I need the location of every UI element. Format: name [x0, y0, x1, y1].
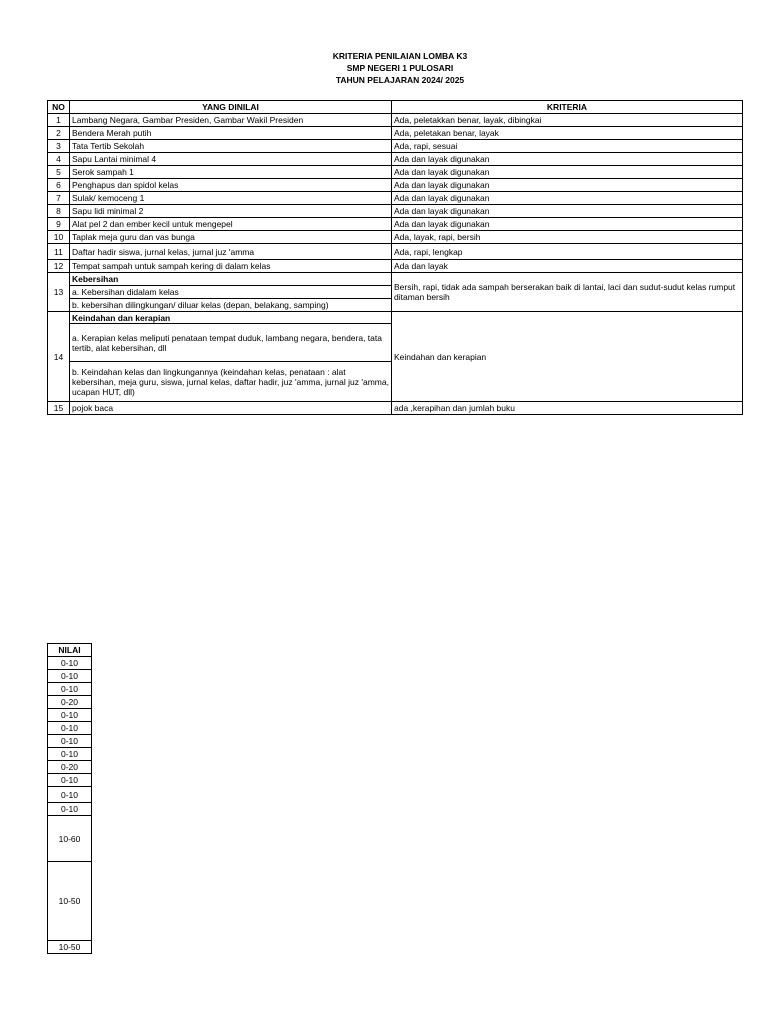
- nilai-row: [48, 709, 92, 722]
- row-number: 14: [48, 312, 70, 402]
- table-row: [48, 192, 743, 205]
- table-row: [48, 218, 743, 231]
- nilai-value: 0-10: [48, 709, 92, 722]
- nilai-value: 10-50: [48, 862, 92, 941]
- row-criteria: Ada dan layak: [392, 260, 743, 273]
- row-number: 11: [48, 244, 70, 260]
- row-number: 1: [48, 114, 70, 127]
- table-row: [48, 205, 743, 218]
- nilai-header: NILAI: [48, 644, 92, 657]
- nilai-value: 10-60: [48, 816, 92, 862]
- row-number: 10: [48, 231, 70, 244]
- nilai-value: 0-10: [48, 683, 92, 696]
- nilai-value: 0-10: [48, 722, 92, 735]
- row-criteria: ada ,kerapihan dan jumlah buku: [392, 402, 743, 415]
- nilai-row: [48, 748, 92, 761]
- col-header-item: YANG DINILAI: [70, 101, 392, 114]
- row-item: Daftar hadir siswa, jurnal kelas, jurnal juz 'amma: [70, 244, 392, 260]
- nilai-row: [48, 670, 92, 683]
- row-criteria: Ada, rapi, sesuai: [392, 140, 743, 153]
- nilai-row: [48, 803, 92, 816]
- row-heading: Kebersihan: [70, 273, 392, 286]
- nilai-row: [48, 862, 92, 941]
- row-item: Penghapus dan spidol kelas: [70, 179, 392, 192]
- row-criteria: Ada, peletakan benar, layak: [392, 127, 743, 140]
- table-row: [48, 260, 743, 273]
- table-row: [48, 231, 743, 244]
- row-item: Alat pel 2 dan ember kecil untuk mengepel: [70, 218, 392, 231]
- doc-title-line1: KRITERIA PENILAIAN LOMBA K3: [332, 51, 468, 61]
- table-row: [48, 402, 743, 415]
- row-subitem: a. Kerapian kelas meliputi penataan tempat duduk, lambang negara, bendera, tata tertib, alat kebersihan, dll: [70, 324, 392, 362]
- row-number: 7: [48, 192, 70, 205]
- nilai-table: [47, 643, 92, 954]
- row-number: 12: [48, 260, 70, 273]
- doc-title-line3: TAHUN PELAJARAN 2024/ 2025: [335, 75, 465, 85]
- nilai-row: [48, 657, 92, 670]
- table-row: [48, 312, 743, 324]
- col-header-no: NO: [48, 101, 70, 114]
- nilai-row: [48, 683, 92, 696]
- row-heading: Keindahan dan kerapian: [70, 312, 392, 324]
- row-criteria: Ada dan layak digunakan: [392, 153, 743, 166]
- nilai-value: 10-50: [48, 941, 92, 954]
- row-criteria: Bersih, rapi, tidak ada sampah berserakan baik di lantai, laci dan sudut-sudut kelas rumput ditaman bersih: [392, 273, 743, 312]
- row-subitem: a. Kebersihan didalam kelas: [70, 286, 392, 299]
- nilai-row: [48, 722, 92, 735]
- row-subitem: b. kebersihan dilingkungan/ diluar kelas (depan, belakang, samping): [70, 299, 392, 312]
- nilai-value: 0-10: [48, 774, 92, 787]
- row-item: Sapu lidi minimal 2: [70, 205, 392, 218]
- table-row: [48, 179, 743, 192]
- criteria-table: [47, 100, 743, 415]
- nilai-row: [48, 774, 92, 787]
- nilai-value: 0-10: [48, 670, 92, 683]
- row-item: Taplak meja guru dan vas bunga: [70, 231, 392, 244]
- nilai-row: [48, 761, 92, 774]
- row-number: 4: [48, 153, 70, 166]
- row-number: 6: [48, 179, 70, 192]
- table-row: [48, 153, 743, 166]
- row-number: 3: [48, 140, 70, 153]
- col-header-criteria: KRITERIA: [392, 101, 743, 114]
- row-criteria: Ada dan layak digunakan: [392, 218, 743, 231]
- nilai-value: 0-10: [48, 803, 92, 816]
- nilai-value: 0-10: [48, 787, 92, 803]
- table-row: [48, 140, 743, 153]
- nilai-row: [48, 787, 92, 803]
- nilai-row: [48, 816, 92, 862]
- row-item: pojok baca: [70, 402, 392, 415]
- row-number: 9: [48, 218, 70, 231]
- row-criteria: Ada, layak, rapi, bersih: [392, 231, 743, 244]
- row-item: Sulak/ kemoceng 1: [70, 192, 392, 205]
- row-number: 15: [48, 402, 70, 415]
- table-row: [48, 244, 743, 260]
- row-criteria: Ada dan layak digunakan: [392, 205, 743, 218]
- nilai-value: 0-10: [48, 748, 92, 761]
- nilai-row: [48, 696, 92, 709]
- table-row: [48, 273, 743, 286]
- row-item: Tempat sampah untuk sampah kering di dalam kelas: [70, 260, 392, 273]
- nilai-value: 0-20: [48, 696, 92, 709]
- row-item: Bendera Merah putih: [70, 127, 392, 140]
- row-criteria: Ada, rapi, lengkap: [392, 244, 743, 260]
- nilai-value: 0-20: [48, 761, 92, 774]
- row-item: Tata Tertib Sekolah: [70, 140, 392, 153]
- row-number: 8: [48, 205, 70, 218]
- row-criteria: Ada dan layak digunakan: [392, 179, 743, 192]
- table-row: [48, 166, 743, 179]
- row-number: 13: [48, 273, 70, 312]
- row-item: Lambang Negara, Gambar Presiden, Gambar Wakil Presiden: [70, 114, 392, 127]
- row-number: 5: [48, 166, 70, 179]
- nilai-value: 0-10: [48, 657, 92, 670]
- row-item: Sapu Lantai minimal 4: [70, 153, 392, 166]
- nilai-row: [48, 941, 92, 954]
- row-criteria: Keindahan dan kerapian: [392, 312, 743, 402]
- row-number: 2: [48, 127, 70, 140]
- doc-title-line2: SMP NEGERI 1 PULOSARI: [346, 63, 454, 73]
- row-criteria: Ada dan layak digunakan: [392, 192, 743, 205]
- nilai-row: [48, 735, 92, 748]
- table-row: [48, 114, 743, 127]
- row-item: Serok sampah 1: [70, 166, 392, 179]
- row-criteria: Ada dan layak digunakan: [392, 166, 743, 179]
- nilai-value: 0-10: [48, 735, 92, 748]
- row-subitem: b. Keindahan kelas dan lingkungannya (keindahan kelas, penataan : alat kebersihan, meja guru, siswa, jurnal kelas, daftar hadir, juz 'amma, jurnal juz 'amma, ucapan HUT, dll): [70, 362, 392, 402]
- row-criteria: Ada, peletakkan benar, layak, dibingkai: [392, 114, 743, 127]
- table-row: [48, 127, 743, 140]
